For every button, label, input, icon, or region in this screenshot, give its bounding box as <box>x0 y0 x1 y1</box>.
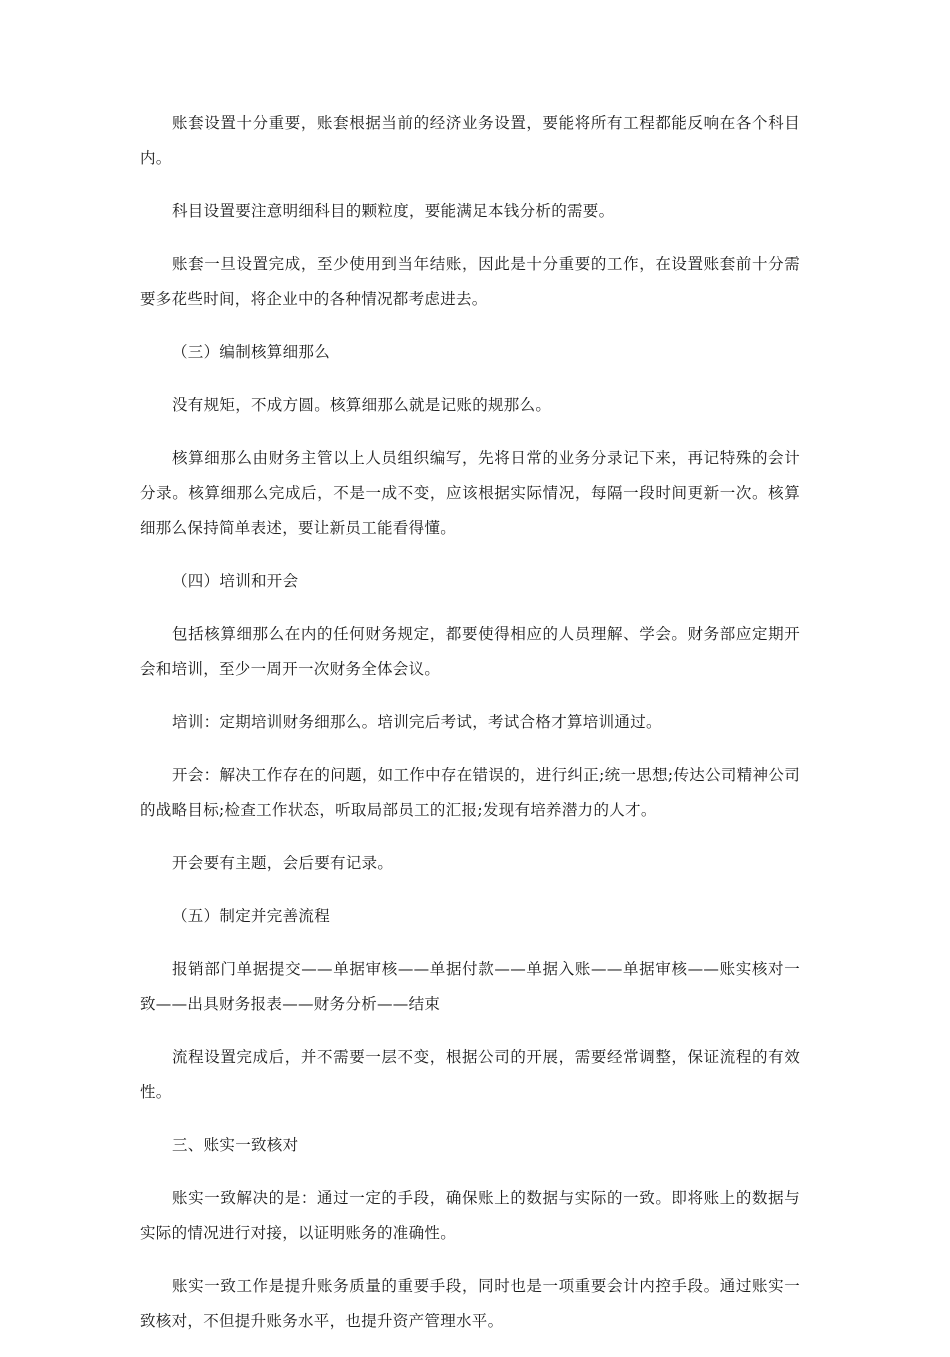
section-heading-accounting-rules: （三）编制核算细那么 <box>172 343 331 361</box>
paragraph-reconciliation-importance: 账实一致工作是提升账务质量的重要手段，同时也是一项重要会计内控手段。通过账实一致核对，不但提升账务水平，也提升资产管理水平。 <box>140 1277 800 1330</box>
paragraph-process-flow: 报销部门单据提交——单据审核——单据付款——单据入账——单据审核——账实核对一致——出具财务报表——财务分析——结束 <box>140 960 800 1013</box>
paragraph-subject-granularity: 科目设置要注意明细科目的颗粒度，要能满足本钱分析的需要。 <box>172 202 615 220</box>
paragraph-process-adjustment: 流程设置完成后，并不需要一层不变，根据公司的开展，需要经常调整，保证流程的有效性。 <box>140 1048 800 1101</box>
paragraph-training: 培训：定期培训财务细那么。培训完后考试，考试合格才算培训通过。 <box>172 713 662 731</box>
paragraph-training-intro: 包括核算细那么在内的任何财务规定，都要使得相应的人员理解、学会。财务部应定期开会和培训，至少一周开一次财务全体会议。 <box>140 625 800 678</box>
section-heading-training-meetings: （四）培训和开会 <box>172 572 299 590</box>
paragraph-rules-intro: 没有规矩，不成方圆。核算细那么就是记账的规那么。 <box>172 396 552 414</box>
paragraph-rules-writing: 核算细那么由财务主管以上人员组织编写，先将日常的业务分录记下来，再记特殊的会计分录。核算细那么完成后，不是一成不变，应该根据实际情况，每隔一段时间更新一次。核算细那么保持简单表述，要让新员工能看得懂。 <box>140 449 800 537</box>
paragraph-ledger-completion: 账套一旦设置完成，至少使用到当年结账，因此是十分重要的工作，在设置账套前十分需要多花些时间，将企业中的各种情况都考虑进去。 <box>140 255 800 308</box>
paragraph-ledger-setup: 账套设置十分重要，账套根据当前的经济业务设置，要能将所有工程都能反响在各个科目内。 <box>140 114 800 167</box>
document-body <box>140 106 800 1357</box>
paragraph-meeting-records: 开会要有主题，会后要有记录。 <box>172 854 394 872</box>
paragraph-reconciliation-definition: 账实一致解决的是：通过一定的手段，确保账上的数据与实际的一致。即将账上的数据与实际的情况进行对接，以证明账务的准确性。 <box>140 1189 800 1242</box>
section-heading-process: （五）制定并完善流程 <box>172 907 331 925</box>
paragraph-meetings: 开会：解决工作存在的问题，如工作中存在错误的，进行纠正;统一思想;传达公司精神公司的战略目标;检查工作状态，听取局部员工的汇报;发现有培养潜力的人才。 <box>140 766 800 819</box>
section-heading-reconciliation: 三、账实一致核对 <box>172 1136 299 1154</box>
